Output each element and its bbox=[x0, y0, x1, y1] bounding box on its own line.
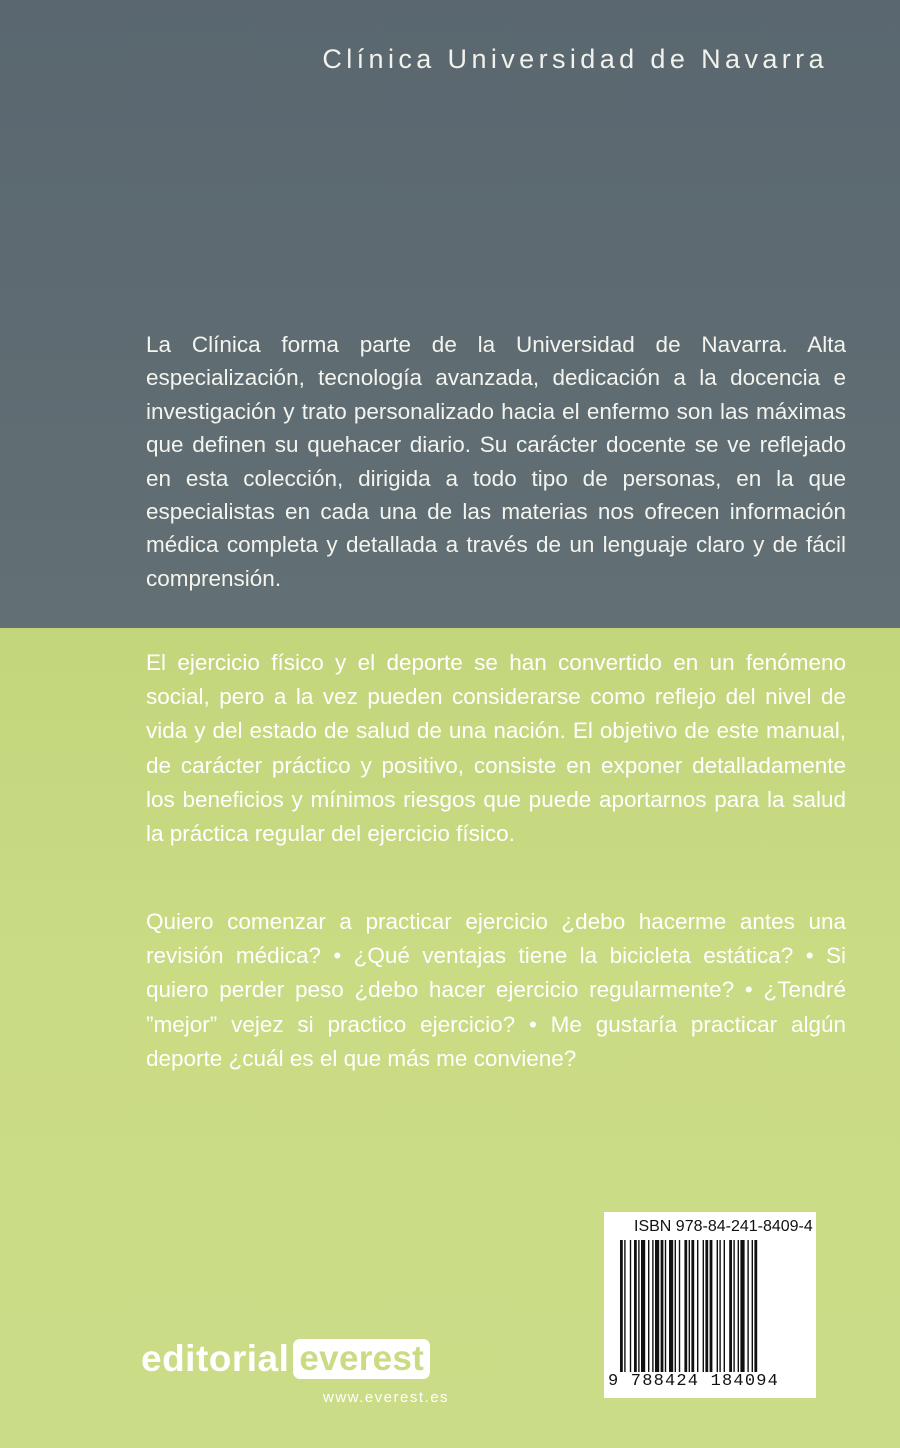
publisher-logo bbox=[141, 1336, 430, 1382]
clinic-description: La Clínica forma parte de la Universidad de Navarra. Alta especialización, tecnología avanzada, dedicación a la docencia e investigación y trato personalizado hacia el enfermo son las máximas que definen su quehacer diario. Su carácter docente se ve reflejado en esta colección, dirigida a todo tipo de personas, en la que especialistas en cada una de las materias nos ofrecen información médica completa y detallada a través de un lenguaje claro y de fácil comprensión. bbox=[146, 332, 846, 591]
isbn-barcode-box bbox=[604, 1212, 816, 1398]
book-questions: Quiero comenzar a practicar ejercicio ¿debo hacerme antes una revisión médica? • ¿Qué ventajas tiene la bicicleta estática? • Si quiero perder peso ¿debo hacer ejercicio regularmente? • ¿Tendré ”mejor” vejez si practico ejercicio? • Me gustaría practicar algún deporte ¿cuál es el que más me conviene? bbox=[146, 909, 846, 1071]
clinic-name-header: Clínica Universidad de Navarra bbox=[322, 44, 828, 74]
barcode-digits: 9 788424 184094 bbox=[608, 1372, 780, 1391]
publisher-name-everest: everest bbox=[299, 1339, 425, 1378]
book-summary: El ejercicio físico y el deporte se han convertido en un fenómeno social, pero a la vez pueden considerarse como reflejo del nivel de vida y del estado de salud de una nación. El objetivo de este manual, de carácter práctico y positivo, consiste en exponer detalladamente los beneficios y mínimos riesgos que puede aportarnos para la salud la práctica regular del ejercicio físico. bbox=[146, 650, 846, 847]
barcode-icon bbox=[620, 1240, 806, 1372]
isbn-label: ISBN 978-84-241-8409-4 bbox=[634, 1218, 813, 1235]
publisher-name-box bbox=[293, 1339, 430, 1379]
publisher-name-editorial: editorial bbox=[141, 1338, 290, 1379]
publisher-website: www.everest.es bbox=[323, 1389, 450, 1406]
